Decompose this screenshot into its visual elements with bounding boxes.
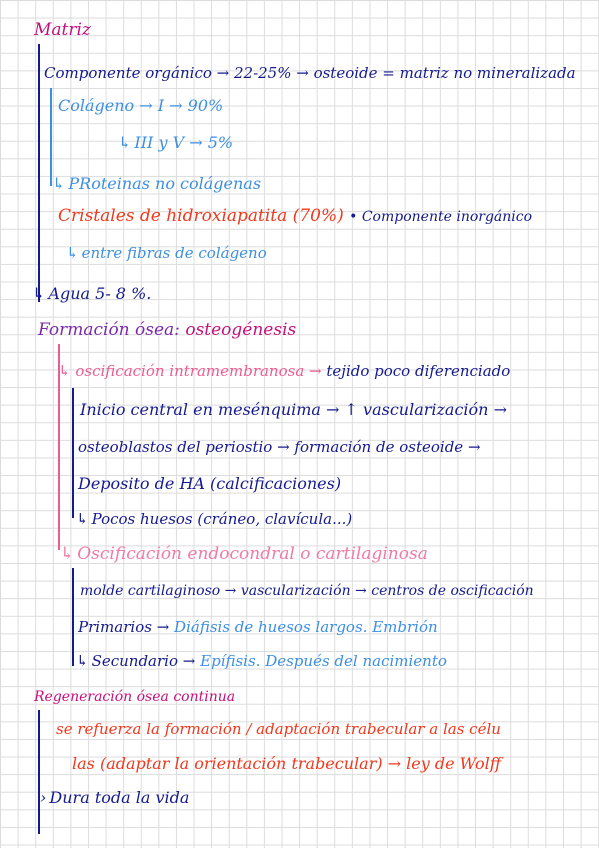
regeneracion-line1: se refuerza la formación / adaptación trabecular a las célu [56, 720, 501, 738]
collagen-minor-line [118, 135, 233, 151]
formacion-heading-text: Formación ósea: [38, 320, 180, 340]
intra-title-text: oscificación intramembranosa → [75, 362, 322, 380]
branch-arrow-icon: ↳ [76, 652, 89, 670]
fibers-line [66, 246, 267, 261]
secondary-desc: Epífisis. Después del nacimiento [200, 652, 447, 670]
inorganic-text: • Componente inorgánico [349, 209, 533, 225]
branch-arrow-icon: ↳ [76, 510, 89, 528]
endo-step: molde cartilaginoso → vascularización → centros de oscificación [80, 583, 534, 599]
regeneracion-line2: las (adaptar la orientación trabecular) → ley de Wolff [72, 754, 502, 773]
branch-arrow-icon: ↳ [118, 133, 132, 152]
water-text: Agua 5- 8 %. [48, 284, 152, 303]
branch-arrow-icon: ↳ [32, 284, 46, 303]
organic-component-text: Componente orgánico → 22-25% → osteoide = matriz no mineralizada [44, 64, 576, 82]
formacion-heading [38, 322, 296, 339]
collagen-line: Colágeno → I → 90% [58, 96, 224, 115]
intra-bones-line [76, 512, 352, 527]
arrow-icon: › [40, 788, 47, 807]
formacion-heading-term: osteogénesis [185, 320, 297, 340]
regeneracion-bracket [38, 710, 40, 834]
branch-arrow-icon: ↳ [58, 362, 71, 380]
intra-step1: Inicio central en mesénquima → ↑ vascularización → [80, 400, 507, 419]
intra-step2: osteoblastos del periostio → formación de osteoide → [78, 438, 481, 456]
branch-arrow-icon: ↳ [66, 244, 79, 262]
intra-bones-text: Pocos huesos (cráneo, clavícula...) [91, 510, 353, 528]
endo-title-text: Oscificación endocondral o cartilaginosa [77, 544, 428, 564]
branch-arrow-icon: ↳ [60, 544, 75, 564]
regeneracion-heading: Regeneración ósea continua [34, 689, 236, 705]
matriz-bracket [38, 44, 40, 302]
crystals-text: Cristales de hidroxiapatita (70%) [58, 206, 344, 226]
organic-bracket [50, 88, 52, 186]
proteins-text: PRoteinas no colágenas [68, 174, 262, 193]
intra-desc-text: tejido poco diferenciado [326, 362, 511, 380]
endo-title-line [60, 546, 428, 563]
organic-component [44, 66, 576, 81]
intra-bracket [72, 388, 74, 518]
matriz-heading: Matriz [34, 20, 91, 40]
intra-title-line [58, 364, 510, 379]
regeneracion-line3-text: Dura toda la vida [49, 788, 190, 807]
primary-label: Primarios → [78, 618, 170, 636]
secondary-label: Secundario → [91, 652, 196, 670]
intra-step3: Deposito de HA (calcificaciones) [78, 474, 342, 493]
primary-line [78, 620, 438, 635]
crystals-line [58, 208, 532, 225]
secondary-line [76, 654, 447, 669]
water-line [32, 286, 151, 302]
branch-arrow-icon: ↳ [52, 174, 66, 193]
regeneracion-line3 [40, 790, 189, 806]
collagen-minor-text: III y V → 5% [134, 133, 234, 152]
primary-desc: Diáfisis de huesos largos. Embrión [174, 618, 438, 636]
endo-bracket [72, 568, 74, 666]
proteins-line [52, 176, 261, 192]
fibers-text: entre fibras de colágeno [81, 244, 267, 262]
